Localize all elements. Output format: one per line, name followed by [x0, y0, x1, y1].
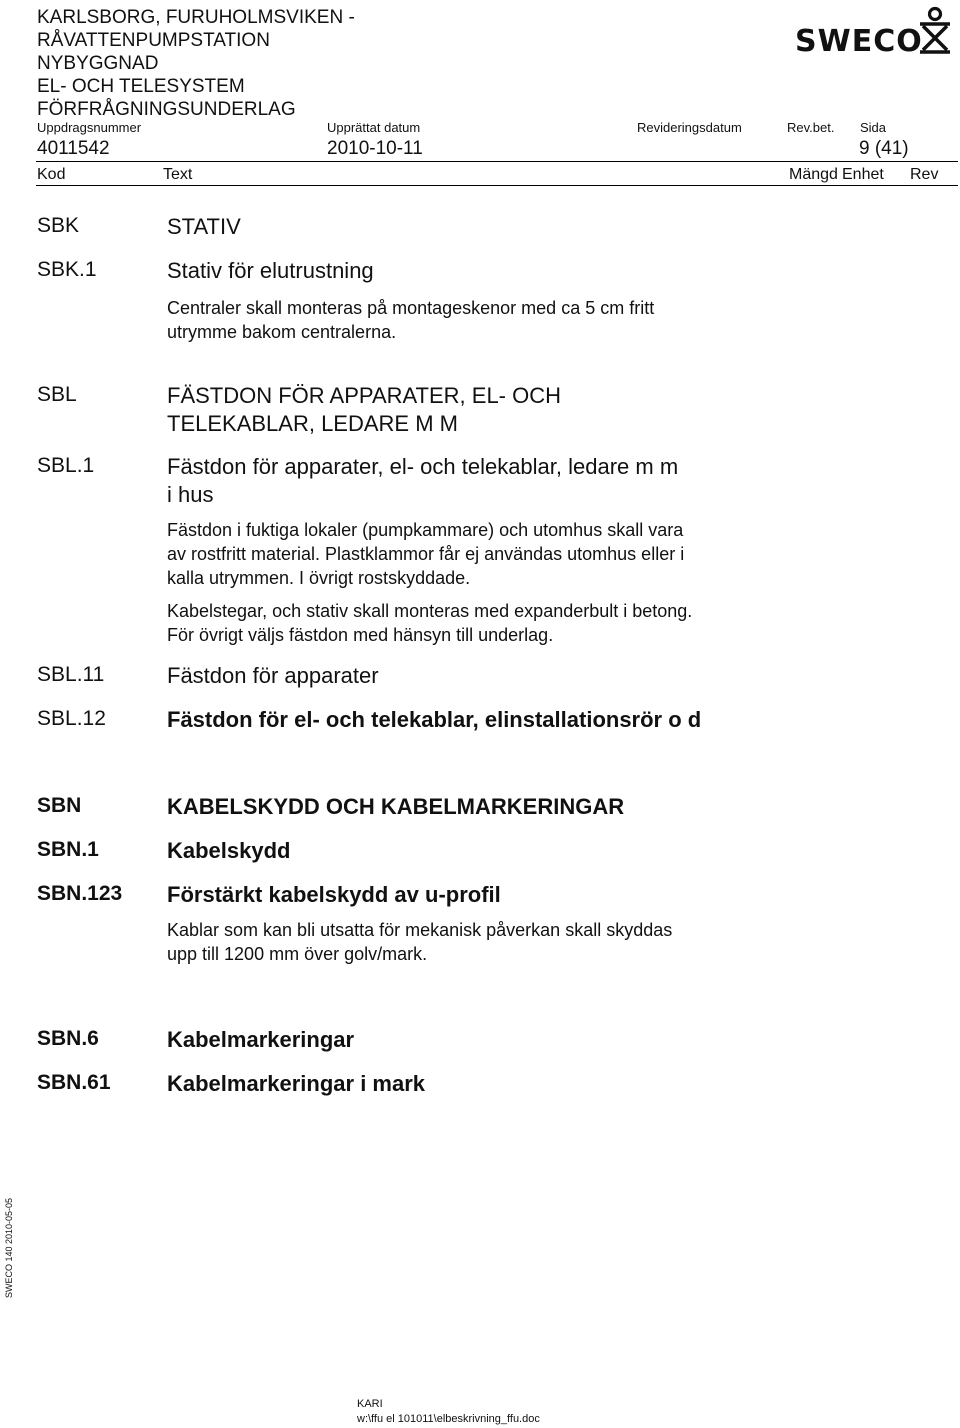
code-sbl-12: SBL.12: [37, 707, 106, 730]
heading-sbl-1-line-1: Fästdon för apparater, el- och telekablar, ledare m m: [167, 454, 679, 479]
paragraph-sbl-1-line-3: kalla utrymmen. I övrigt rostskyddade.: [167, 568, 471, 588]
footer-path: w:\ffu el 101011\elbeskrivning_ffu.doc: [357, 1413, 540, 1425]
paragraph-sbn-123-line-2: upp till 1200 mm över golv/mark.: [167, 944, 428, 964]
header-title-line-2: RÅVATTENPUMPSTATION: [37, 30, 270, 51]
sweco-logo-icon: [917, 6, 953, 56]
paragraph-sbl-1-line-1: Fästdon i fuktiga lokaler (pumpkammare) och utomhus skall vara: [167, 520, 684, 540]
paragraph-sbl-2-line-1: Kabelstegar, och stativ skall monteras med expanderbult i betong.: [167, 601, 693, 621]
column-kod: Kod: [37, 166, 66, 183]
code-sbn: SBN: [37, 794, 82, 817]
code-sbl-11: SBL.11: [37, 663, 105, 686]
sida-label: Sida: [860, 120, 887, 135]
code-sbn-61: SBN.61: [37, 1071, 111, 1094]
code-sbk: SBK: [37, 214, 80, 237]
column-rev: Rev: [910, 166, 939, 183]
code-sbl-1: SBL.1: [37, 454, 95, 477]
sida-value: 9 (41): [859, 138, 909, 159]
heading-kabelskydd: Kabelskydd: [167, 838, 291, 863]
paragraph-sbk-2: utrymme bakom centralerna.: [167, 322, 397, 342]
header-divider-bottom: [36, 185, 958, 186]
heading-stativ-for-elutrustning: Stativ för elutrustning: [167, 258, 374, 283]
column-mangd: Mängd: [789, 166, 838, 183]
side-template-text: SWECO 140 2010-05-05: [4, 1197, 14, 1298]
column-text: Text: [163, 166, 193, 183]
paragraph-sbl-2-line-2: För övrigt väljs fästdon med hänsyn till underlag.: [167, 625, 554, 645]
paragraph-sbk-1: Centraler skall monteras på montageskenor med ca 5 cm fritt: [167, 298, 655, 318]
revbet-label: Rev.bet.: [787, 120, 835, 135]
code-sbn-123: SBN.123: [37, 882, 123, 905]
paragraph-sbn-123-line-1: Kablar som kan bli utsatta för mekanisk påverkan skall skyddas: [167, 920, 673, 940]
heading-fastdon-line-1: FÄSTDON FÖR APPARATER, EL- OCH: [167, 383, 562, 408]
heading-kabelmarkeringar-i-mark: Kabelmarkeringar i mark: [167, 1071, 426, 1096]
sweco-logo: [795, 6, 955, 59]
code-sbk-1: SBK.1: [37, 258, 97, 281]
header-title-line-5: FÖRFRÅGNINGSUNDERLAG: [37, 99, 296, 120]
heading-stativ: STATIV: [167, 214, 241, 239]
header-title-line-1: KARLSBORG, FURUHOLMSVIKEN -: [37, 7, 355, 28]
header-title-line-4: EL- OCH TELESYSTEM: [37, 76, 245, 97]
column-enhet: Enhet: [842, 166, 884, 183]
heading-fastdon-line-2: TELEKABLAR, LEDARE M M: [167, 411, 458, 436]
heading-kabelmarkeringar: Kabelmarkeringar: [167, 1027, 355, 1052]
uppdragsnummer-label: Uppdragsnummer: [37, 120, 142, 135]
uppdragsnummer-value: 4011542: [37, 138, 110, 159]
heading-sbl-1-line-2: i hus: [167, 482, 214, 507]
paragraph-sbl-1-line-2: av rostfritt material. Plastklammor får ej användas utomhus eller i: [167, 544, 685, 564]
header-title-line-3: NYBYGGNAD: [37, 53, 159, 74]
upprattat-label: Upprättat datum: [327, 120, 421, 135]
heading-fastdon-for-kablar: Fästdon för el- och telekablar, elinstallationsrör o d: [167, 707, 702, 732]
revideringsdatum-label: Revideringsdatum: [637, 120, 742, 135]
code-sbl: SBL: [37, 383, 77, 406]
upprattat-value: 2010-10-11: [327, 138, 423, 159]
code-sbn-6: SBN.6: [37, 1027, 99, 1050]
header-divider-top: [36, 161, 958, 162]
heading-forstarkt-kabelskydd: Förstärkt kabelskydd av u-profil: [167, 882, 501, 907]
code-sbn-1: SBN.1: [37, 838, 99, 861]
heading-kabelskydd-och-kabelmarkeringar: KABELSKYDD OCH KABELMARKERINGAR: [167, 794, 625, 819]
sweco-logo-text: SWECO: [795, 24, 923, 59]
footer-author: KARI: [357, 1398, 383, 1410]
heading-fastdon-for-apparater: Fästdon för apparater: [167, 663, 379, 688]
